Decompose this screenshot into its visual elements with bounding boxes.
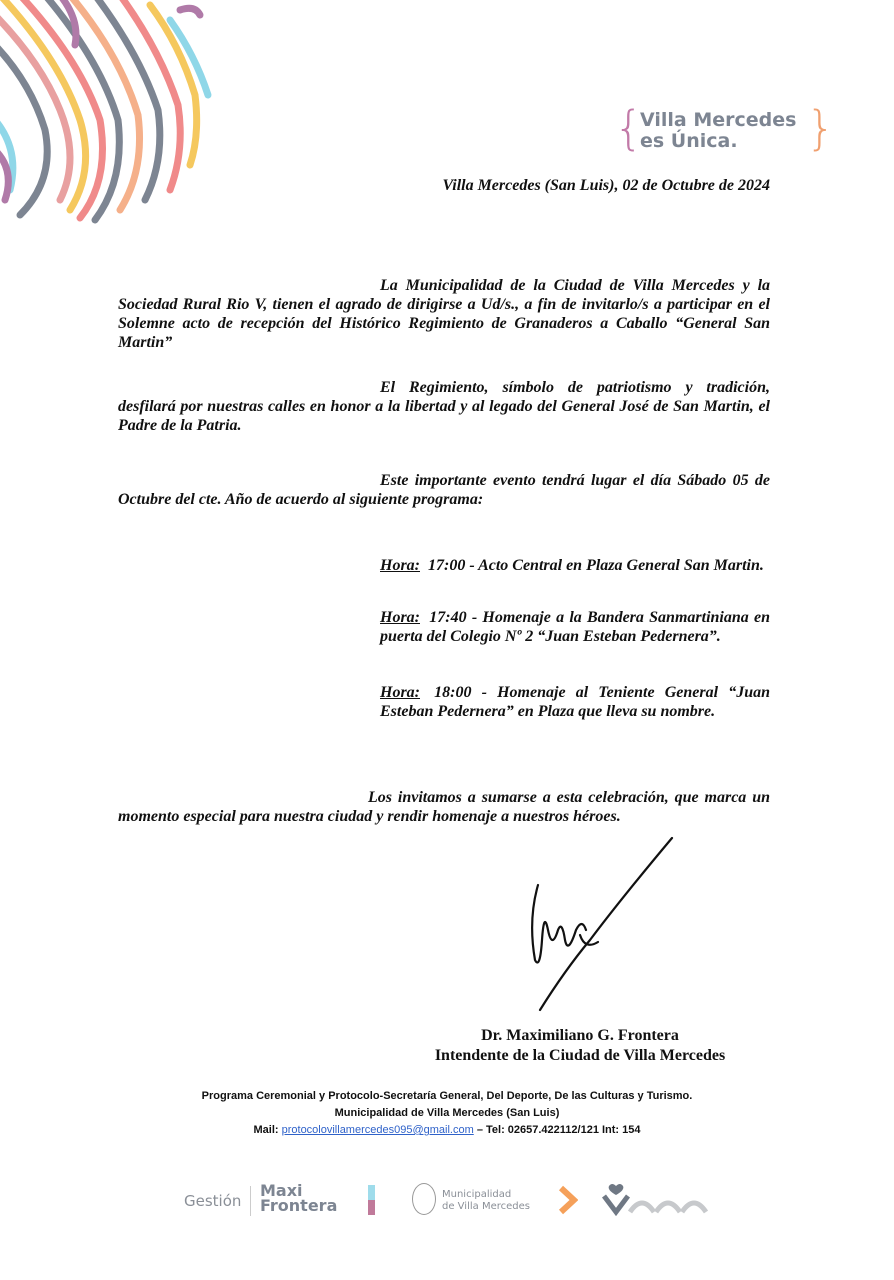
paragraph-invitation — [118, 276, 770, 352]
heart-arches-logo-icon — [602, 1182, 712, 1216]
chevron-logo-icon — [558, 1185, 578, 1215]
p1-first: La Municipalidad de la Ciudad de Villa Mercedes — [380, 277, 735, 294]
program-label: Hora: — [380, 609, 420, 626]
phone-text: – Tel: 02657.422112/121 Int: 154 — [476, 1124, 641, 1136]
fingerprint-decoration — [0, 0, 230, 230]
signature — [510, 830, 690, 1020]
footer-logos — [180, 1180, 720, 1220]
logo-frontera: Frontera — [260, 1196, 338, 1215]
paragraph-closing — [118, 788, 770, 826]
signer-title: Intendente de la Ciudad de Villa Mercedes — [434, 1047, 726, 1064]
right-brace-icon: } — [806, 101, 836, 155]
footer-line1: Programa Ceremonial y Protocolo-Secretaría General, Del Deporte, De las Culturas y Turismo. — [201, 1090, 693, 1102]
left-brace-icon: { — [614, 101, 644, 155]
mail-link[interactable]: protocolovillamercedes095@gmail.com — [281, 1124, 474, 1136]
signer-name: Dr. Maximiliano G. Frontera — [481, 1027, 679, 1044]
p3-rest: 05 de Octubre del cte. Año de acuerdo al siguiente programa: — [118, 472, 771, 508]
color-bar-icon — [368, 1185, 375, 1200]
p2-rest: desfilará por nuestras calles en honor a la libertad y al legado del General José de San Martin, el Padre de la Patria. — [118, 398, 770, 434]
villa-mercedes-brand-logo — [614, 100, 836, 160]
brand-line2: es Única. — [640, 130, 738, 152]
p2-first: El Regimiento, símbolo de patriotismo y tradición, — [380, 379, 770, 396]
muni-line2: de Villa Mercedes — [442, 1201, 530, 1212]
program-item — [380, 608, 770, 646]
gestion-label: Gestión — [184, 1192, 242, 1210]
footer-contact — [100, 1088, 794, 1139]
muni-line1: Municipalidad — [442, 1189, 512, 1200]
program-text: 17:40 - Homenaje a la Bandera Sanmartiniana en puerta del Colegio Nº 2 “Juan Esteban Pedernera”. — [380, 609, 770, 645]
brand-line1: Villa Mercedes — [640, 109, 797, 131]
paragraph-regiment — [118, 378, 770, 435]
municipal-seal-icon — [412, 1183, 436, 1215]
program-text: 17:00 - Acto Central en Plaza General San Martin. — [428, 557, 764, 574]
program-text: 18:00 - Homenaje al Teniente General “Juan Esteban Pedernera” en Plaza que lleva su nombre. — [380, 684, 771, 720]
municipalidad-logo-text — [442, 1189, 530, 1213]
footer-line2: Municipalidad de Villa Mercedes (San Luis) — [334, 1107, 560, 1119]
closing-rest: marca un momento especial para nuestra ciudad y rendir homenaje a nuestros héroes. — [118, 789, 771, 825]
program-item — [380, 556, 770, 575]
program-label: Hora: — [380, 557, 420, 574]
maxi-frontera-logo — [260, 1183, 337, 1213]
divider — [250, 1186, 251, 1216]
mail-label: Mail: — [253, 1124, 279, 1136]
p1-rest: y la Sociedad Rural Rio V, tienen el agrado de dirigirse a Ud/s., a fin de invitarlo/s a participar en el Solemne acto de recepción del Histórico Regimiento de Granaderos a Caballo “General San Martin” — [118, 277, 771, 351]
color-bar-icon-bottom — [368, 1200, 375, 1215]
closing-first: Los invitamos a sumarse a esta celebración, que — [368, 789, 699, 806]
signer-block — [390, 1026, 770, 1066]
logo-maxi: Maxi — [260, 1181, 303, 1200]
program-item — [380, 683, 770, 721]
p3-first: Este importante evento tendrá lugar el día Sábado — [380, 472, 727, 489]
program-label: Hora: — [380, 684, 420, 701]
date-line: Villa Mercedes (San Luis), 02 de Octubre de 2024 — [442, 177, 770, 194]
paragraph-event — [118, 471, 770, 509]
